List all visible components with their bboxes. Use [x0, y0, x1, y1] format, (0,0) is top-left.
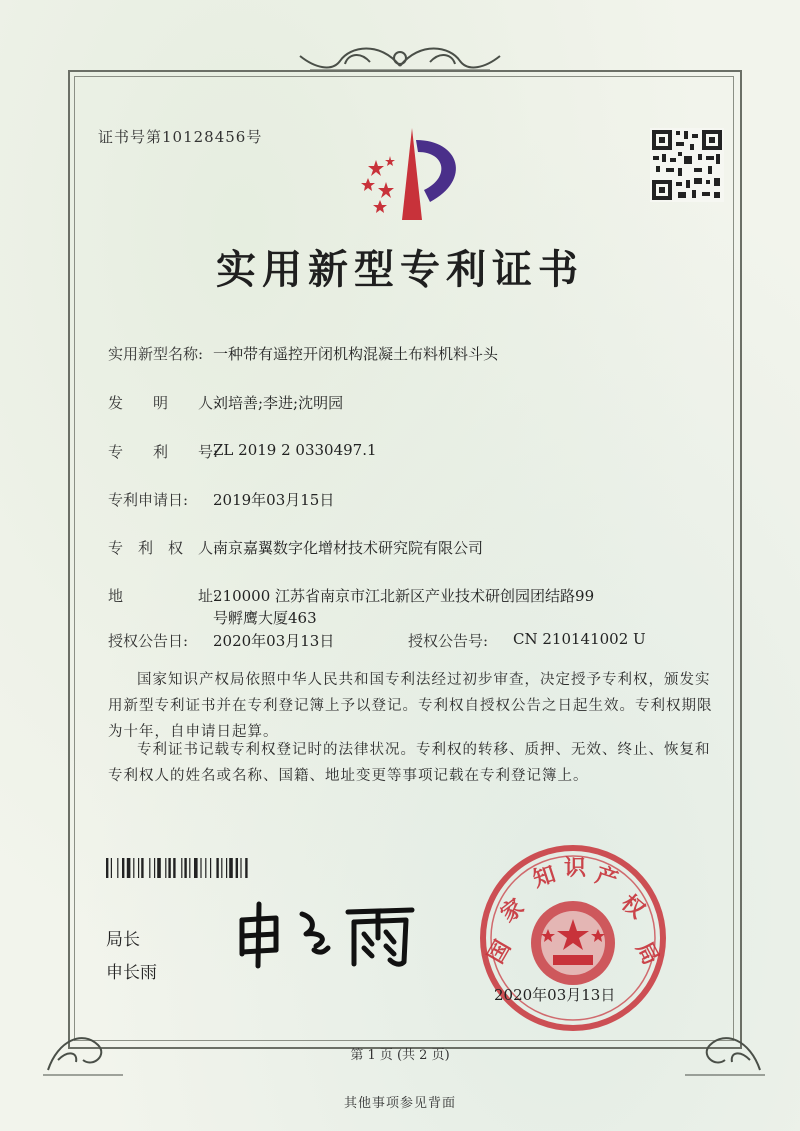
grant-date-label: 授权公告日: — [108, 632, 189, 650]
name-value: 一种带有遥控开闭机构混凝土布料机料斗头 — [213, 345, 499, 363]
patentee-label: 专 利 权 人: — [108, 539, 219, 557]
certificate-title: 实用新型专利证书 — [216, 247, 584, 293]
seal-char-2: 家 — [496, 894, 530, 928]
address-line-2: 号孵鹰大厦463 — [213, 609, 317, 627]
address-label: 地 址: — [108, 587, 219, 605]
seal-char-1: 国 — [483, 936, 517, 968]
grant-number-label: 授权公告号: — [408, 632, 489, 650]
patentee-value: 南京嘉翼数字化增材技术研究院有限公司 — [213, 539, 484, 557]
name-label: 实用新型名称: — [108, 345, 204, 363]
patent-number-label: 专 利 号: — [108, 443, 219, 461]
footer-note: 其他事项参见背面 — [343, 1096, 456, 1111]
patent-office-logo — [350, 120, 480, 230]
seal-char-6: 权 — [616, 890, 650, 924]
application-date-label: 专利申请日: — [108, 491, 189, 509]
patent-number-value: ZL 2019 2 0330497.1 — [213, 441, 377, 459]
barcode — [106, 858, 302, 878]
qr-code — [650, 128, 724, 202]
inventor-value: 刘培善;李进;沈明园 — [213, 394, 344, 412]
application-date-value: 2019年03月15日 — [213, 491, 335, 509]
grant-number-value: CN 210141002 U — [513, 630, 646, 648]
seal-char-7: 局 — [630, 938, 664, 970]
director-name: 申长雨 — [106, 963, 157, 983]
seal-date: 2020年03月13日 — [494, 986, 616, 1004]
body-paragraph-2: 专利证书记载专利权登记时的法律状况。专利权的转移、质押、无效、终止、恢复和专利权人的姓名或名称、国籍、地址变更等事项记载在专利登记簿上。 — [108, 742, 711, 784]
body-paragraph-1: 国家知识产权局依照中华人民共和国专利法经过初步审查，决定授予专利权，颁发实用新型专利证书并在专利登记簿上予以登记。专利权自授权公告之日起生效。专利权期限为十年，自申请日起算。 — [108, 672, 713, 740]
seal-char-3: 知 — [530, 862, 559, 893]
seal-char-5: 产 — [592, 862, 621, 894]
grant-date-value: 2020年03月13日 — [213, 632, 335, 650]
inventor-label: 发 明 人: — [108, 394, 219, 412]
bottom-left-ornament — [38, 1000, 128, 1080]
director-title: 局长 — [106, 930, 140, 950]
certificate-number: 证书号第10128456号 — [98, 128, 263, 146]
handwritten-signature — [232, 898, 418, 970]
address-line-1: 210000 江苏省南京市江北新区产业技术研创园团结路99 — [213, 587, 595, 605]
page-number: 第 1 页 (共 2 页) — [350, 1048, 450, 1063]
seal-char-4: 识 — [564, 856, 587, 881]
bottom-right-ornament — [680, 1000, 770, 1080]
